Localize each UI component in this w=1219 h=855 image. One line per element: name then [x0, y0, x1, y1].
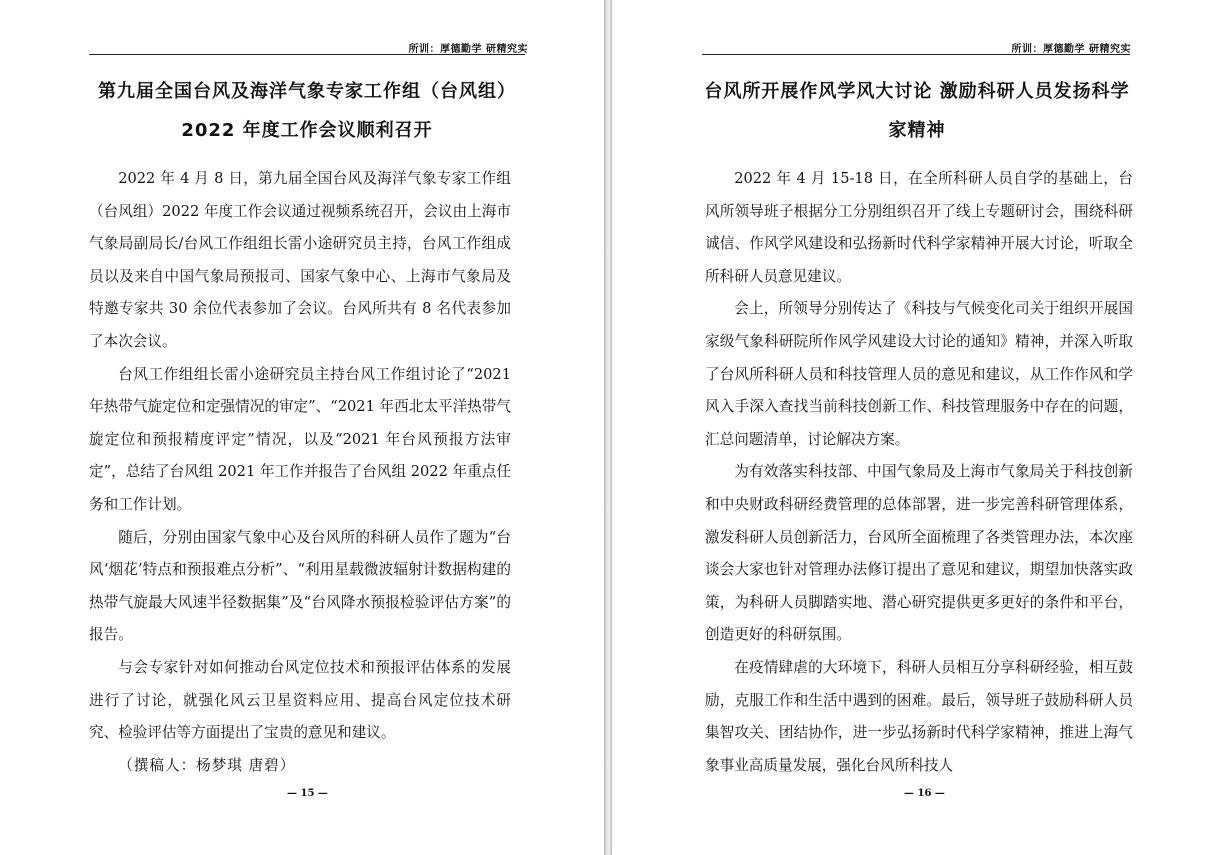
title-line-2: 家精神: [888, 120, 946, 141]
article-title: [702, 72, 1132, 150]
paragraph: 会上，所领导分别传达了《科技与气候变化司关于组织开展国家级气象科研院所作风学风建设大讨论的通知》精神，并深入听取了台风所科研人员和科技管理人员的意见和建议，从工作作风和学风入手深入查找当前科技创新工作、科技管理服务中存在的问题，汇总问题清单，讨论解决方案。: [705, 300, 1133, 448]
title-line-2: 2022 年度工作会议顺利召开: [181, 120, 433, 141]
paragraph: 在疫情肆虐的大环境下，科研人员相互分享科研经验，相互鼓励，克服工作和生活中遇到的困难。最后，领导班子鼓励科研人员集智攻关、团结协作，进一步弘扬新时代科学家精神，推进上海气象事业高质量发展，强化台风所科技人: [705, 658, 1133, 774]
page-gutter: [604, 0, 612, 855]
page-number: — 15 —: [287, 788, 328, 799]
paragraph: 2022 年 4 月 15-18 日，在全所科研人员自学的基础上，台风所领导班子根据分工分别组织召开了线上专题研讨会，围绕科研诚信、作风学风建设和弘扬新时代科学家精神开展大讨论，听取全所科研人员意见建议。: [705, 170, 1133, 285]
document-page-right: [612, 0, 1219, 855]
paragraph: 随后，分别由国家气象中心及台风所的科研人员作了题为“台风‘烟花’特点和预报难点分析”、“利用星载微波辐射计数据构建的热带气旋最大风速半径数据集”及“台风降水预报检验评估方案”的报告。: [89, 528, 511, 644]
title-line-1: 台风所开展作风学风大讨论 激励科研人员发扬科学: [704, 81, 1130, 102]
paragraph: 2022 年 4 月 8 日，第九届全国台风及海洋气象专家工作组（台风组）2022 年度工作会议通过视频系统召开，会议由上海市气象局副局长/台风工作组组长雷小途研究员主持，台风工作组成员以及来自中国气象局预报司、国家气象中心、上海市气象局及特邀专家共 30 余位代表参加了会议。台风所共有 8 名代表参加了本次会议。: [89, 170, 511, 350]
paragraph: 台风工作组组长雷小途研究员主持台风工作组讨论了“2021 年热带气旋定位和定强情况的审定”、“2021 年西北太平洋热带气旋定位和预报精度评定”情况，以及“2021 年台风预报方法审定”，总结了台风组 2021 年工作并报告了台风组 2022 年重点任务和工作计划。: [89, 365, 511, 513]
page-header-motto: 所训：厚德勤学 研精究实: [408, 44, 528, 55]
paragraph: 为有效落实科技部、中国气象局及上海市气象局关于科技创新和中央财政科研经费管理的总体部署，进一步完善科研管理体系，激发科研人员创新活力，台风所全面梳理了各类管理办法，本次座谈会大家也针对管理办法修订提出了意见和建议，期望加快落实政策，为科研人员脚踏实地、潜心研究提供更多更好的条件和平台，创造更好的科研氛围。: [705, 463, 1133, 644]
article-body: [89, 163, 511, 782]
page-header-motto: 所训：厚德勤学 研精究实: [1011, 44, 1131, 55]
title-line-1: 第九届全国台风及海洋气象专家工作组（台风组）: [98, 81, 516, 102]
article-body: [705, 163, 1133, 782]
header-rule: [702, 54, 1130, 55]
header-rule: [89, 54, 525, 55]
document-page-left: [0, 0, 604, 855]
article-author: （撰稿人：杨梦琪 唐碧）: [118, 756, 296, 774]
paragraph: 与会专家针对如何推动台风定位技术和预报评估体系的发展进行了讨论，就强化风云卫星资料应用、提高台风定位技术研究、检验评估等方面提出了宝贵的意见和建议。: [89, 658, 511, 742]
article-title: [89, 72, 525, 150]
page-number: — 16 —: [904, 788, 945, 799]
